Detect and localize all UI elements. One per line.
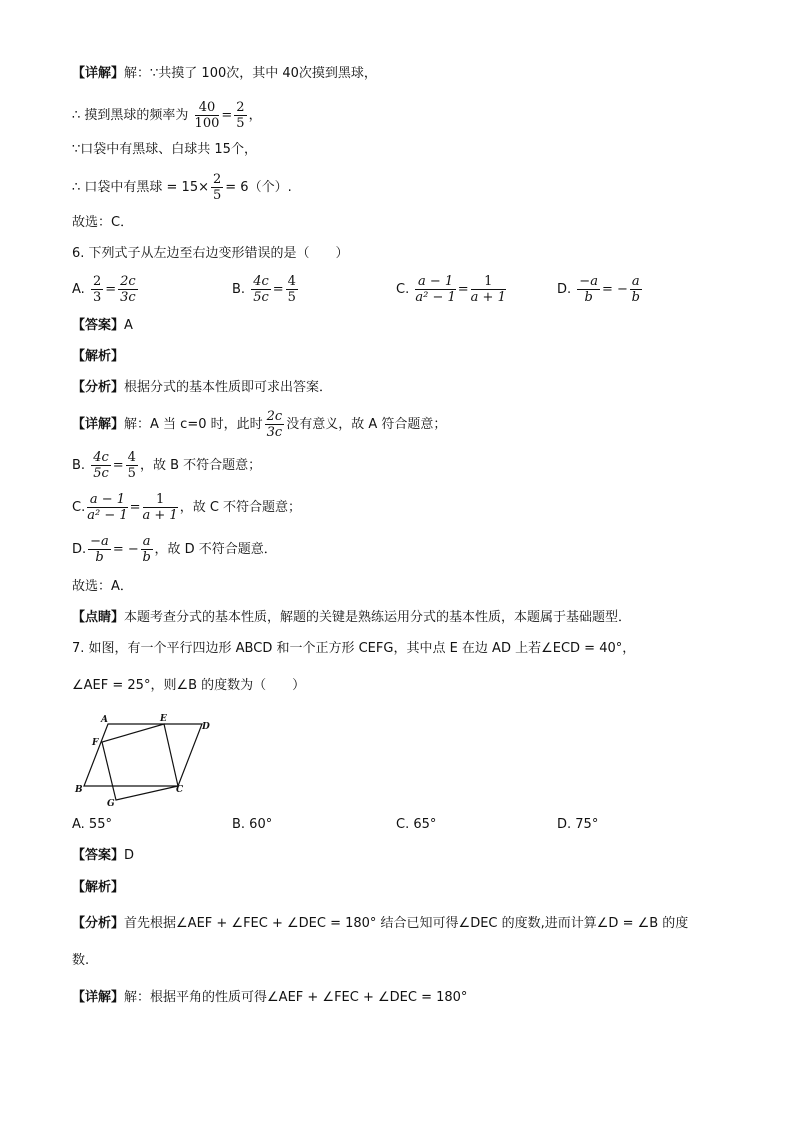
detail-text: ，故 C 不符合题意； [179, 500, 302, 515]
numerator: 1 [143, 492, 178, 508]
denominator: a² − 1 [87, 508, 128, 523]
fraction [211, 172, 223, 203]
q7-stem-2: ∠AEF = 25°，则∠B 的度数为（ ） [72, 678, 306, 693]
answer-tag: 【答案】 [72, 318, 125, 333]
option-label: D. [557, 282, 572, 297]
q6-detail [72, 405, 446, 445]
label-b: B [75, 785, 83, 795]
fraction [286, 274, 298, 305]
fraction [471, 274, 506, 305]
line-text: ∴ 口袋中有黑球 = 15× [72, 180, 209, 195]
q7-detail [72, 988, 467, 1008]
q6-dianjing [72, 608, 631, 628]
fraction [88, 534, 111, 565]
fraction [265, 409, 285, 440]
punct: ， [248, 108, 262, 123]
denominator: 100 [194, 116, 220, 131]
q7-analysis-tag [72, 878, 124, 898]
numerator: 2c [266, 409, 283, 424]
q6-detail-b [72, 446, 261, 486]
denominator: 5 [127, 466, 136, 481]
fraction [577, 274, 600, 305]
fraction [630, 274, 642, 305]
fraction [143, 492, 178, 523]
fraction [91, 274, 103, 305]
option-label: A. [72, 282, 85, 297]
q7-option-c: C. 65° [396, 817, 437, 832]
denominator: 3c [120, 290, 136, 305]
fenxi-text: 首先根据∠AEF + ∠FEC + ∠DEC = 180° 结合已知可得∠DEC 的度数,进而计算∠D = ∠B 的度 [124, 916, 689, 931]
q6-analysis-tag [72, 347, 124, 367]
numerator: −a [579, 274, 598, 289]
detail-tag: 【详解】 [72, 417, 125, 432]
equals: = − [112, 542, 139, 557]
equals: = − [601, 282, 628, 297]
denominator: a + 1 [470, 290, 506, 305]
line-text: ∴ 摸到黑球的频率为 [72, 108, 189, 123]
numerator: 4 [127, 450, 136, 465]
label-f: F [92, 738, 99, 748]
option-label: B. [72, 458, 86, 473]
detail-text: 解：A 当 c=0 时，此时 [124, 417, 263, 432]
denominator: b [631, 290, 640, 305]
answer-value: A [124, 318, 133, 333]
numerator: 4c [253, 274, 269, 289]
equals: = [272, 282, 284, 297]
equals: = [221, 108, 233, 123]
q7-option-d: D. 75° [557, 817, 599, 832]
choose-line: 故选：C． [72, 215, 134, 230]
detail-text: 解：根据平角的性质可得∠AEF + ∠FEC + ∠DEC = 180° [124, 990, 468, 1005]
dianjing-tag: 【点睛】 [72, 610, 125, 625]
q7-option-b: B. 60° [232, 817, 273, 832]
parallelogram-abcd [84, 724, 202, 786]
q6-detail-d [72, 530, 277, 570]
q6-option-c [396, 272, 508, 308]
numerator: 4 [287, 274, 296, 289]
fraction [87, 492, 127, 523]
q6-stem: 6. 下列式子从左边至右边变形错误的是（ ） [72, 246, 349, 261]
numerator: a − 1 [415, 274, 455, 290]
q6-detail-c [72, 488, 301, 528]
q6-option-d [557, 272, 644, 308]
q7-option-a: A. 55° [72, 817, 112, 832]
square-cefg [102, 724, 178, 800]
denominator: b [95, 550, 104, 565]
q7-fenxi [72, 914, 688, 934]
label-g: G [107, 799, 115, 809]
fenxi-tag: 【分析】 [72, 380, 125, 395]
denominator: 5c [93, 466, 109, 481]
numerator: 2 [236, 100, 245, 115]
denominator: a + 1 [142, 508, 178, 523]
numerator: 1 [471, 274, 506, 290]
equals: = [112, 458, 124, 473]
fraction [118, 274, 138, 305]
numerator: 2c [120, 274, 136, 289]
detail-text: ，故 D 不符合题意． [154, 542, 277, 557]
fraction [91, 450, 111, 481]
detail-line-4 [72, 168, 292, 208]
fraction [234, 100, 246, 131]
numerator: 2 [92, 274, 102, 289]
answer-value: D [124, 848, 135, 863]
analysis-tag: 【解析】 [72, 880, 125, 895]
denominator: a² − 1 [415, 290, 456, 305]
option-label: C. [396, 282, 410, 297]
fraction [195, 100, 220, 131]
denominator: 3 [92, 290, 102, 305]
fenxi-tag: 【分析】 [72, 916, 125, 931]
numerator: −a [90, 534, 109, 549]
equals: = [129, 500, 141, 515]
equals: = [457, 282, 469, 297]
numerator: 2 [213, 172, 222, 187]
detail-text: 解：∵共摸了 100次，其中 40次摸到黑球， [124, 66, 377, 81]
fenxi-text: 根据分式的基本性质即可求出答案． [124, 380, 333, 395]
detail-text: ，故 B 不符合题意； [139, 458, 262, 473]
detail-line-3: ∵口袋中有黑球、白球共 15个， [72, 142, 257, 157]
q6-fenxi [72, 378, 332, 398]
denominator: 3c [266, 425, 283, 440]
denominator: 5 [236, 116, 245, 131]
detail-tag: 【详解】 [72, 66, 125, 81]
label-a: A [101, 715, 108, 725]
fraction [126, 450, 138, 481]
q6-choose: 故选：A． [72, 579, 133, 594]
fraction [141, 534, 153, 565]
line-text: = 6（个）. [225, 180, 292, 195]
label-c: C [176, 785, 184, 795]
q6-option-a [72, 272, 140, 308]
analysis-tag: 【解析】 [72, 349, 125, 364]
q7-fenxi-cont: 数. [72, 953, 90, 968]
denominator: 5 [213, 188, 222, 203]
option-label: B. [232, 282, 246, 297]
option-label: D. [72, 542, 87, 557]
detail-line-2 [72, 96, 262, 136]
q7-stem-1: 7. 如图，有一个平行四边形 ABCD 和一个正方形 CEFG，其中点 E 在边 AD 上若∠ECD = 40°， [72, 641, 636, 656]
numerator: a [142, 534, 151, 549]
denominator: b [584, 290, 593, 305]
detail-text: 没有意义，故 A 符合题意； [286, 417, 447, 432]
fraction [251, 274, 271, 305]
detail-line-1 [72, 64, 377, 84]
option-label: C. [72, 500, 86, 515]
q6-option-b [232, 272, 300, 308]
geometry-figure [72, 710, 232, 810]
numerator: 4c [93, 450, 109, 465]
label-d: D [202, 722, 210, 732]
q7-answer [72, 846, 134, 866]
label-e: E [160, 714, 167, 724]
denominator: 5 [287, 290, 296, 305]
equals: = [105, 282, 117, 297]
numerator: a [631, 274, 640, 289]
numerator: 40 [195, 100, 220, 116]
detail-tag: 【详解】 [72, 990, 125, 1005]
denominator: b [142, 550, 151, 565]
q6-answer [72, 316, 133, 336]
answer-tag: 【答案】 [72, 848, 125, 863]
denominator: 5c [253, 290, 269, 305]
numerator: a − 1 [87, 492, 127, 508]
fraction [415, 274, 455, 305]
dianjing-text: 本题考查分式的基本性质，解题的关键是熟练运用分式的基本性质，本题属于基础题型． [124, 610, 632, 625]
